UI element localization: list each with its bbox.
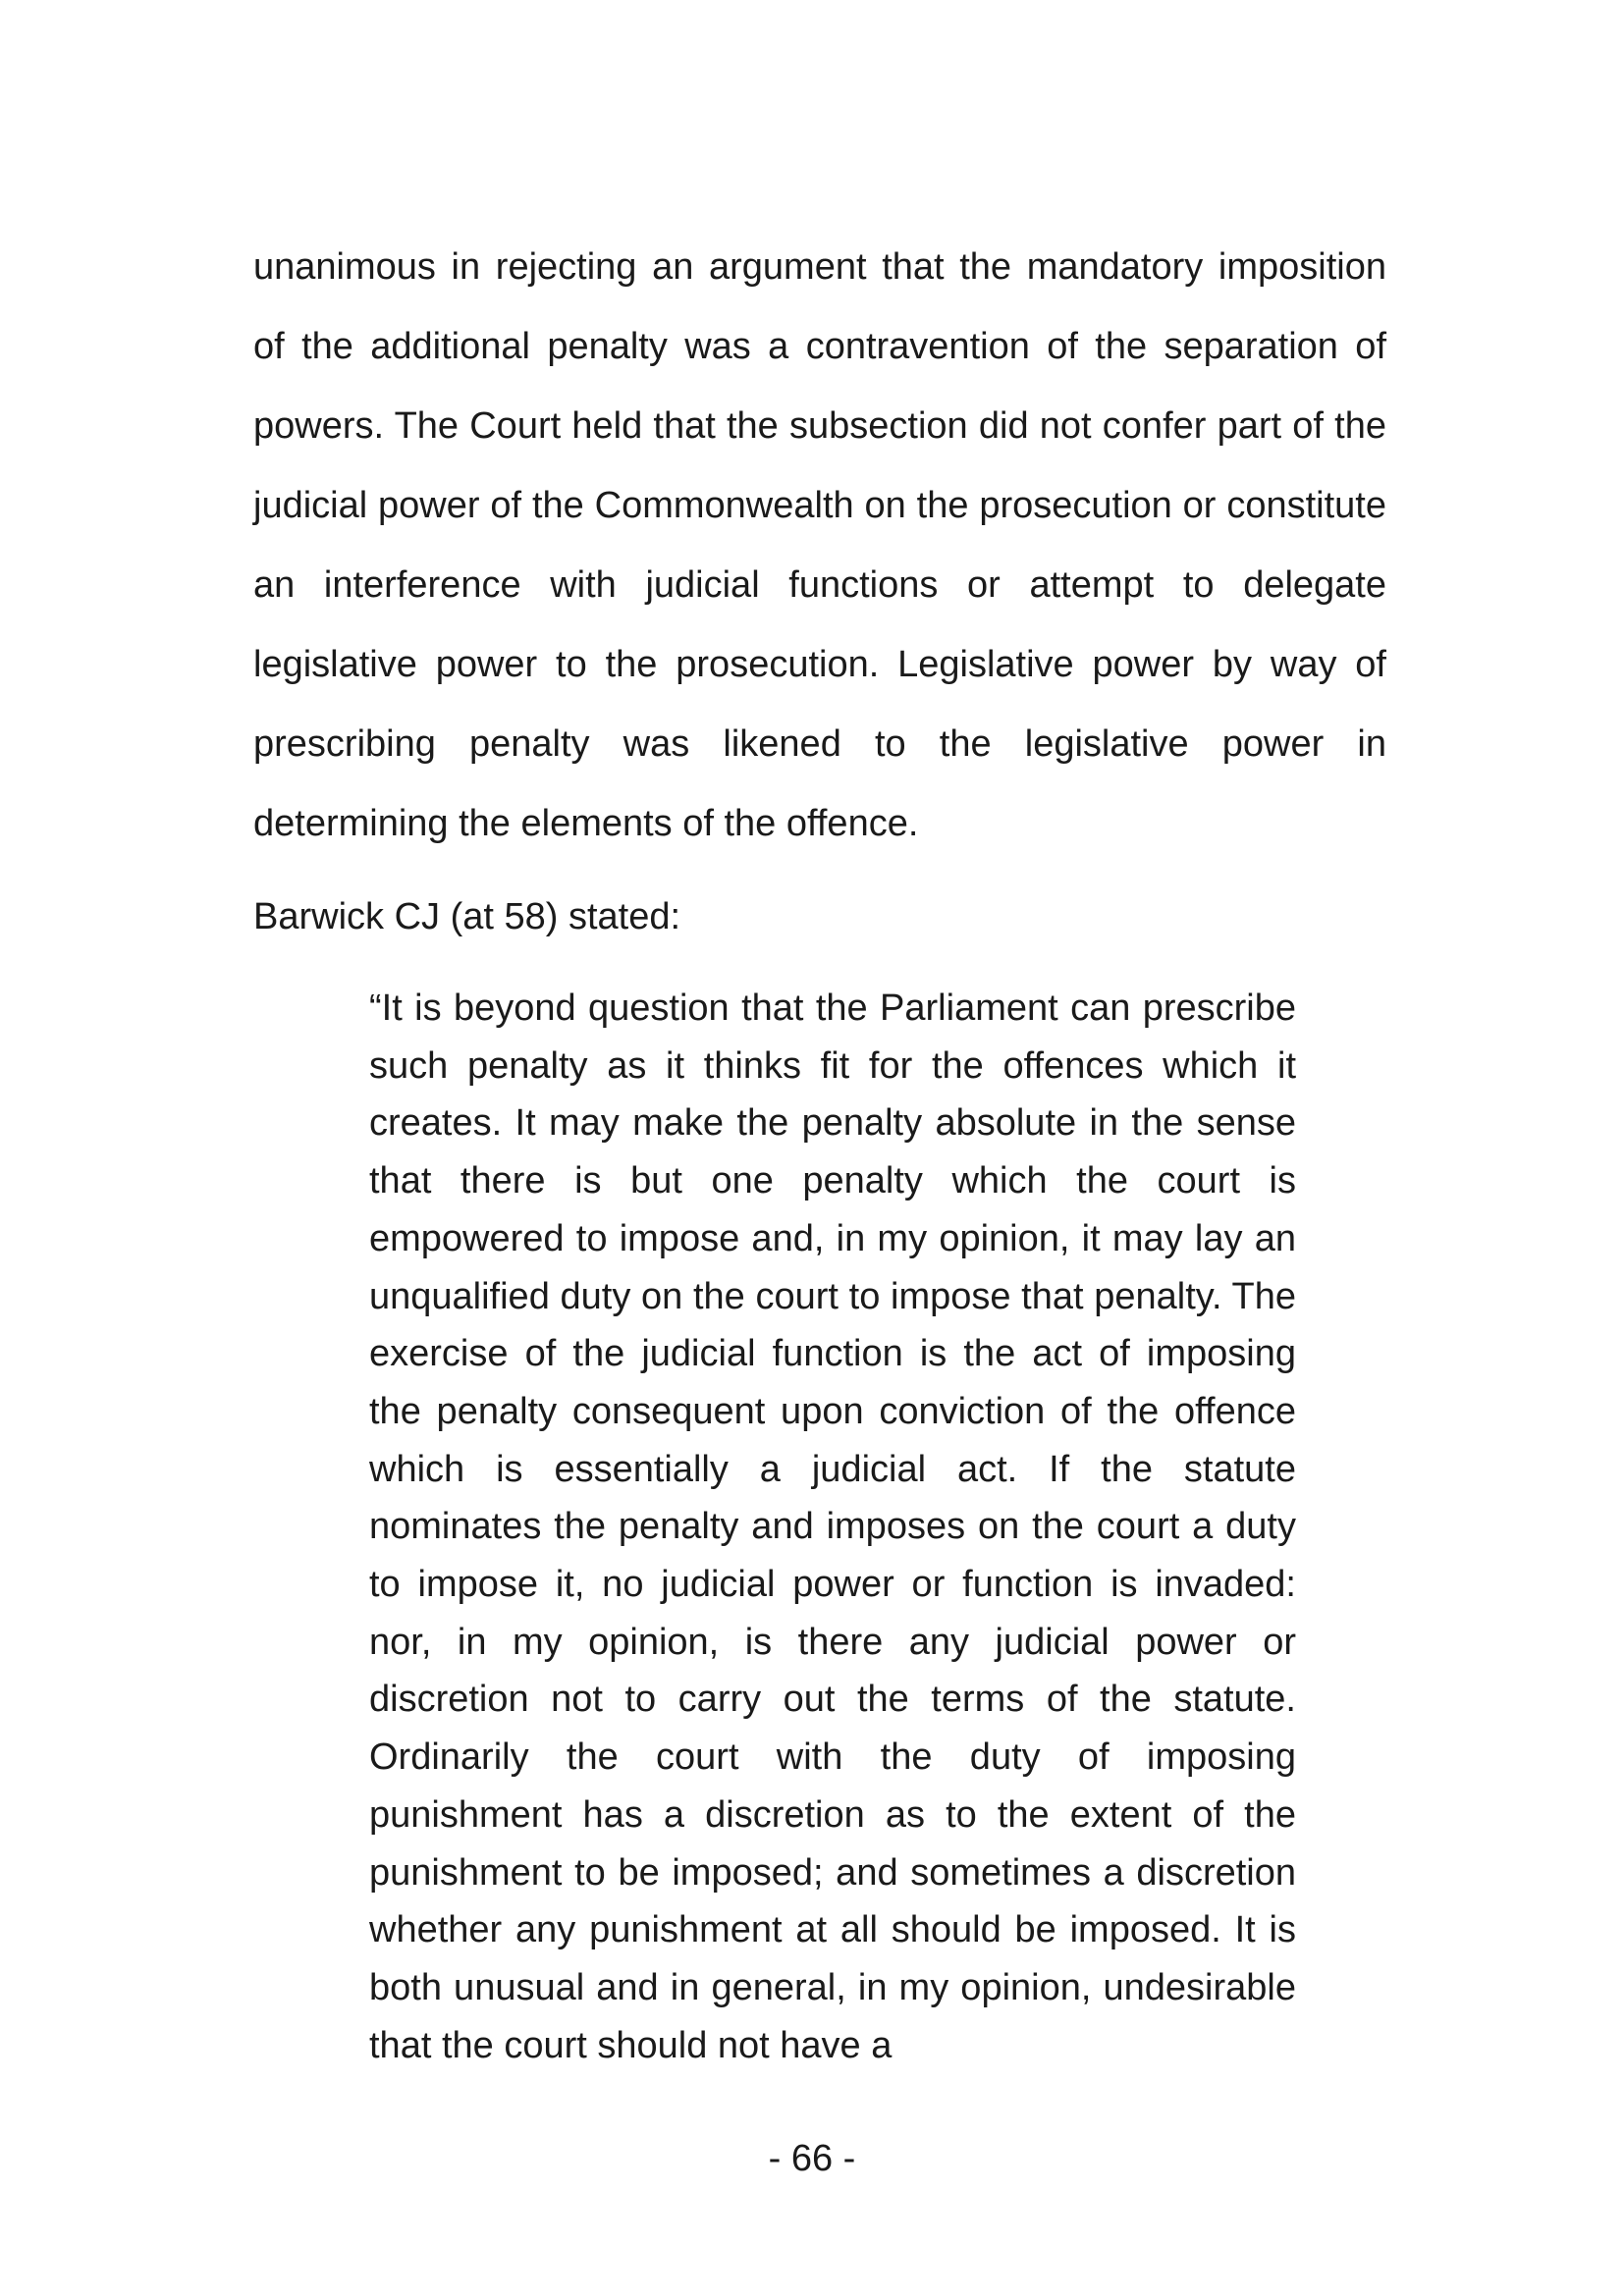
page-number: - 66 - <box>768 2138 856 2179</box>
block-quote: “It is beyond question that the Parliament can prescribe such penalty as it thinks fit for the offences which it creates. It may make the penalty absolute in the sense that there is but one penalty which the court is empowered to impose and, in my opinion, it may lay an unqualified duty on the court to impose that penalty. The exercise of the judicial function is the act of imposing the penalty consequent upon conviction of the offence which is essentially a judicial act. If the statute nominates the penalty and imposes on the court a duty to impose it, no judicial power or function is invaded: nor, in my opinion, is there any judicial power or discretion not to carry out the terms of the statute. Ordinarily the court with the duty of imposing punishment has a discretion as to the extent of the punishment to be imposed; and sometimes a discretion whether any punishment at all should be imposed. It is both unusual and in general, in my opinion, undesirable that the court should not have a <box>369 988 1296 2066</box>
body-paragraph: unanimous in rejecting an argument that the mandatory imposition of the additional penalty was a contravention of the separation of powers. The Court held that the subsection did not confer part of the judicial power of the Commonwealth on the prosecution or constitute an interference with judicial functions or attempt to delegate legislative power to the prosecution. Legislative power by way of prescribing penalty was likened to the legislative power in determining the elements of the offence. <box>253 246 1386 844</box>
quote-introduction: Barwick CJ (at 58) stated: <box>253 896 681 937</box>
